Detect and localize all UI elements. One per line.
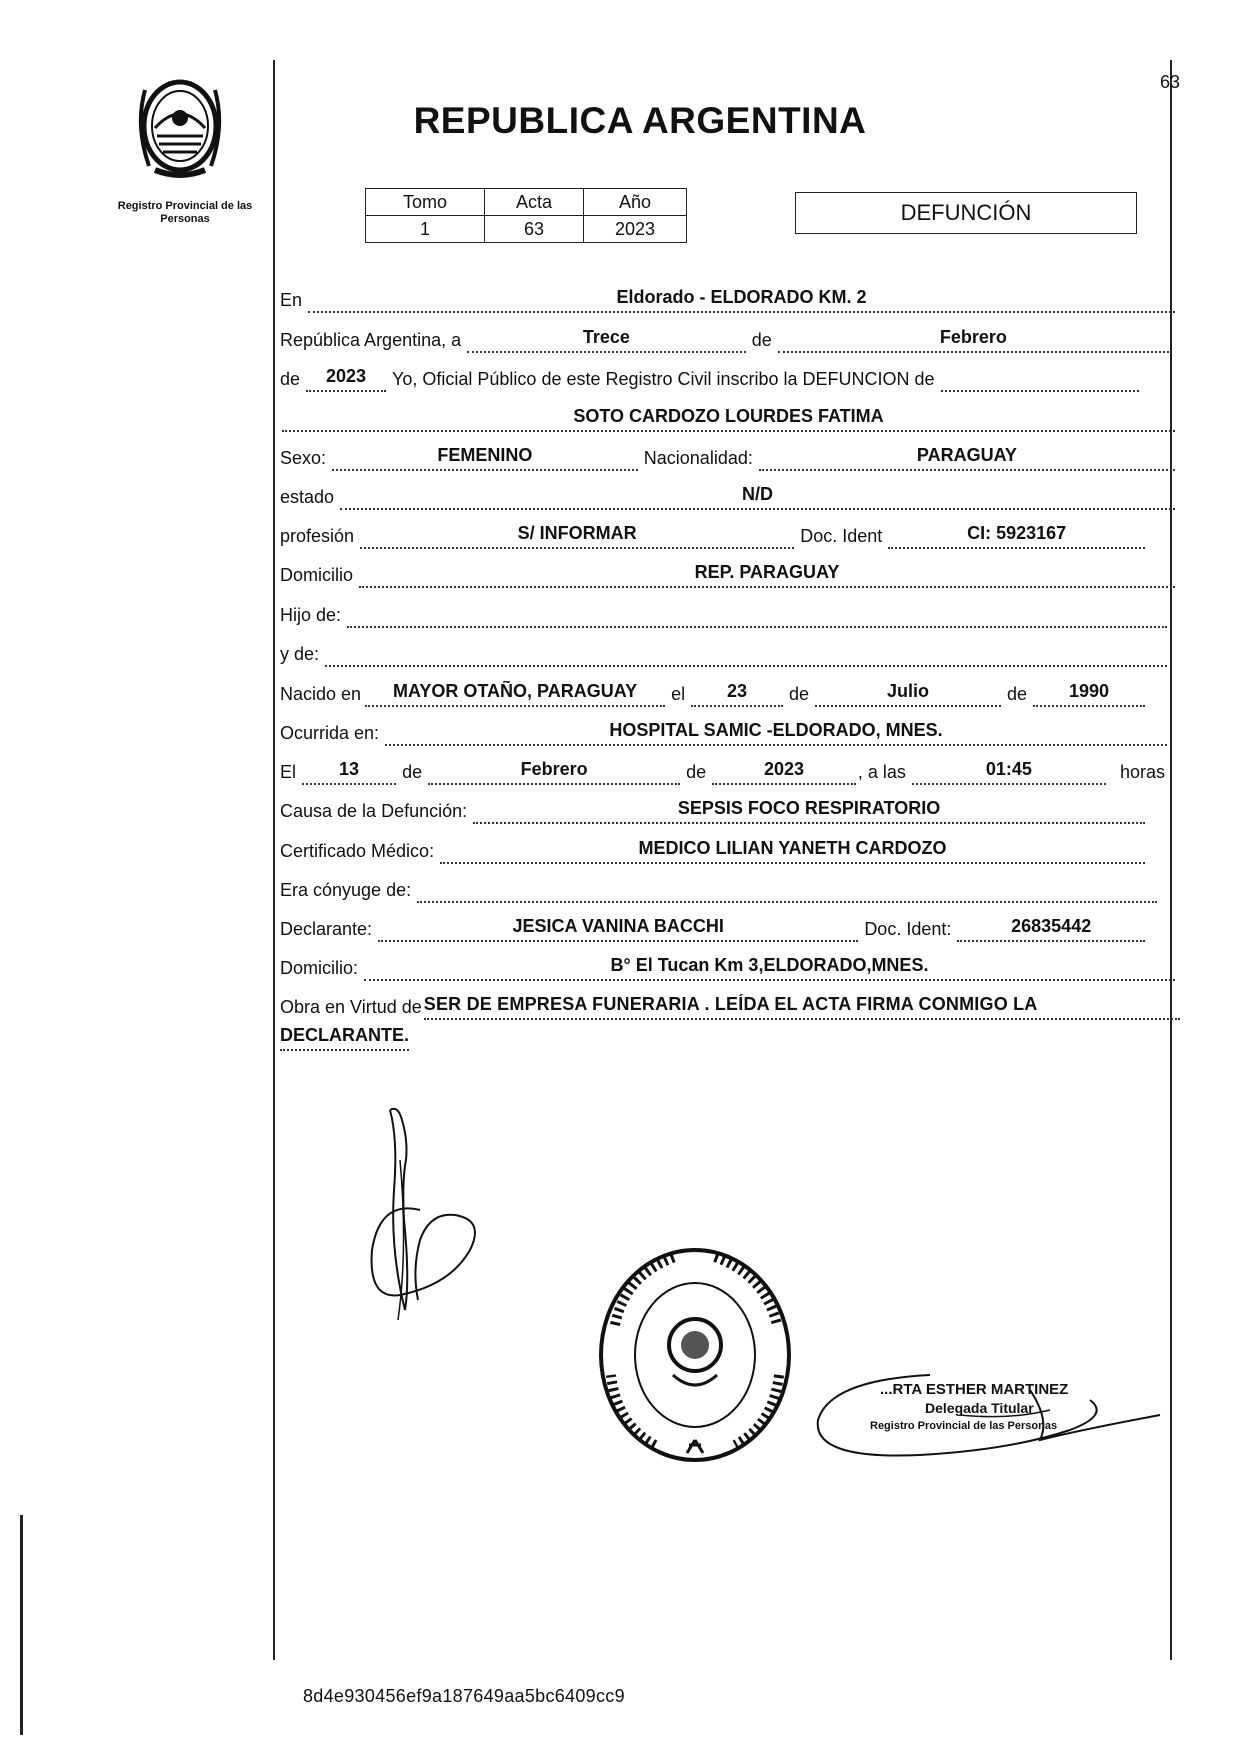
field-def-hora: 01:45 [912,759,1106,785]
label-nacido-en: Nacido en [280,684,362,704]
label-declarante: Declarante: [280,919,373,939]
field-lugar: Eldorado - ELDORADO KM. 2 [308,287,1175,313]
label-nacionalidad: Nacionalidad: [643,448,753,468]
label-el-cap: El [280,762,297,782]
field-hijo-de [347,602,1167,628]
row-domicilio [280,558,1175,588]
field-def-anio: 2023 [712,759,856,785]
field-conyuge [417,877,1157,903]
row-domicilio2 [280,951,1175,981]
scan-edge-line [20,1515,23,1735]
field-causa: SEPSIS FOCO RESPIRATORIO [473,798,1145,824]
row-obra [280,990,1180,1020]
field-domicilio: REP. PARAGUAY [359,562,1175,588]
left-frame-line [273,60,275,1660]
field-anio: 2023 [306,366,386,392]
label-ocurrida-en: Ocurrida en: [280,723,380,743]
official-stamp-text [870,1381,1069,1435]
field-doc-ident: CI: 5923167 [888,523,1145,549]
field-nac-dia: 23 [691,681,783,707]
row-fecha-defuncion [280,755,1165,785]
field-nac-mes: Julio [815,681,1001,707]
field-declarante: JESICA VANINA BACCHI [378,916,858,942]
label-estado: estado [280,487,335,507]
row-nombre [278,402,1175,432]
field-declarante-domicilio: B° El Tucan Km 3,ELDORADO,MNES. [364,955,1175,981]
label-conyuge: Era cónyuge de: [280,880,412,900]
label-domicilio2: Domicilio: [280,958,359,978]
anio-value: 2023 [584,216,687,243]
field-certificado: MEDICO LILIAN YANETH CARDOZO [440,838,1145,864]
row-profesion [280,519,1145,549]
row-declarante [280,912,1145,942]
label-de-nac1: de [789,684,810,704]
field-dia-texto: Trece [467,327,746,353]
field-estado: N/D [340,484,1175,510]
tomo-value: 1 [366,216,485,243]
field-declarante-doc: 26835442 [957,916,1145,942]
acta-label: Acta [485,189,584,216]
label-en: En [280,290,303,310]
label-de-start: de [280,369,301,389]
label-doc-ident: Doc. Ident [800,526,883,546]
field-def-mes: Febrero [428,759,680,785]
label-doc-ident2: Doc. Ident: [864,919,952,939]
acta-value: 63 [485,216,584,243]
label-hijo-de: Hijo de: [280,605,342,625]
field-profesion: S/ INFORMAR [360,523,794,549]
label-causa: Causa de la Defunción: [280,801,468,821]
row-y-de [280,637,1167,667]
field-sexo: FEMENINO [332,445,638,471]
row-en [280,283,1175,313]
official-seal [595,1245,795,1465]
field-def-dia: 13 [302,759,396,785]
official-name: ...RTA ESTHER MARTINEZ [880,1381,1069,1398]
document-hash: 8d4e930456ef9a187649aa5bc6409cc9 [303,1686,625,1706]
label-de-nac2: de [1006,684,1028,704]
tomo-label: Tomo [366,189,485,216]
field-y-de [325,641,1167,667]
label-obra: Obra en Virtud de [280,997,422,1017]
label-republica: República Argentina, a [280,330,462,350]
document-title: REPUBLICA ARGENTINA [413,100,867,141]
label-horas: horas [1119,762,1165,782]
official-org: Registro Provincial de las Personas [870,1420,1058,1432]
row-yo [280,362,1145,392]
row-ocurrida [280,716,1167,746]
row-fecha [280,323,1175,353]
record-type-box: DEFUNCIÓN [795,192,1137,234]
label-sexo: Sexo: [280,448,327,468]
anio-label: Año [584,189,687,216]
province-emblem-icon [125,70,235,180]
field-mes-texto: Febrero [778,327,1169,353]
row-conyuge [280,873,1157,903]
field-ocurrida-en: HOSPITAL SAMIC -ELDORADO, MNES. [385,720,1167,746]
field-yo-continuation [941,366,1139,392]
logo-caption: Registro Provincial de las Personas [117,200,253,225]
field-obra-linea2: DECLARANTE. [280,1025,409,1051]
field-obra-linea1: SER DE EMPRESA FUNERARIA . LEÍDA EL ACTA FIRMA CONMIGO LA [424,994,1180,1020]
label-el: el [671,684,686,704]
label-yo: Yo, Oficial Público de este Registro Civil inscribo la DEFUNCION de [392,369,935,389]
label-profesion: profesión [280,526,355,546]
official-role: Delegada Titular [925,1400,1034,1416]
row-certificado [280,834,1145,864]
label-y-de: y de: [280,644,320,664]
row-estado [280,480,1175,510]
field-nacido-en: MAYOR OTAÑO, PARAGUAY [365,681,665,707]
record-table [365,188,687,243]
declarant-signature [360,1100,490,1330]
field-nacionalidad: PARAGUAY [759,445,1175,471]
row-hijo-de [280,598,1167,628]
row-obra2 [280,1021,409,1051]
label-de: de [751,330,772,350]
label-de-def2: de [686,762,707,782]
row-nacido [280,677,1145,707]
label-domicilio: Domicilio [280,565,354,585]
page-number: 63 [1160,72,1181,92]
field-nombre: SOTO CARDOZO LOURDES FATIMA [282,406,1175,432]
label-a-las: , a las [857,762,906,782]
label-de-def1: de [402,762,423,782]
row-causa [280,794,1145,824]
label-certificado: Certificado Médico: [280,841,435,861]
row-sexo [280,441,1175,471]
field-nac-anio: 1990 [1033,681,1145,707]
